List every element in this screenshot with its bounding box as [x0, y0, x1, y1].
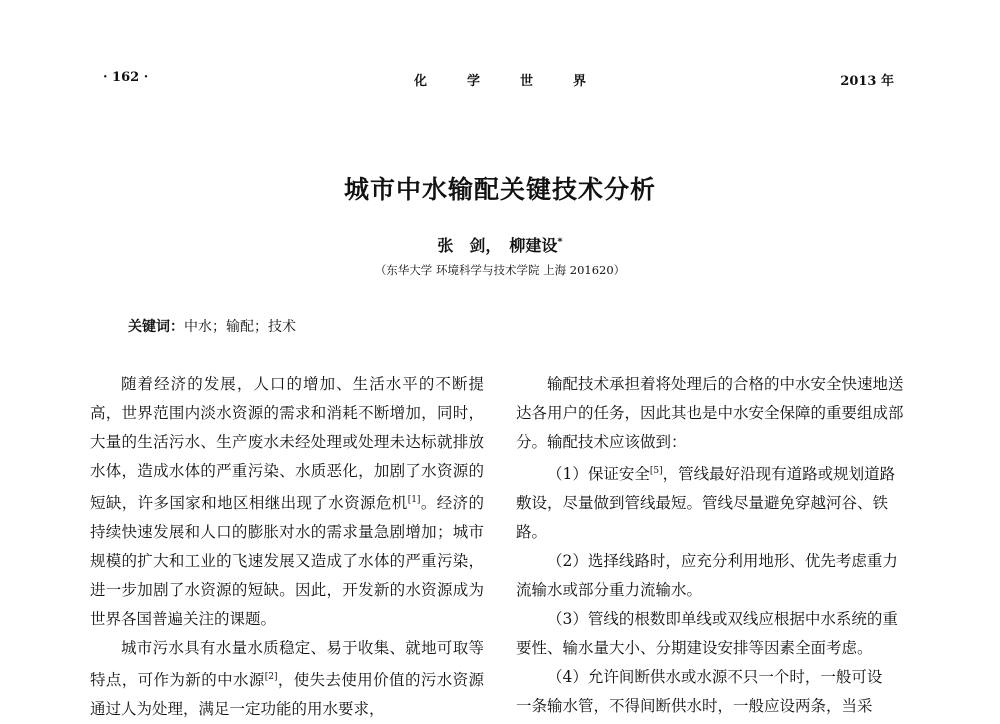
- keywords-list: 中水；输配；技术: [184, 319, 296, 335]
- list-item: （3）管线的根数即单线或双线应根据中水系统的重要性、输水量大小、分期建设安排等因素全面考虑。: [516, 610, 898, 658]
- journal-title-char: 界: [573, 74, 587, 89]
- citation: [5]: [649, 466, 663, 476]
- journal-title-char: 学: [466, 74, 480, 89]
- left-column: [90, 370, 484, 724]
- corresponding-mark: *: [557, 236, 563, 248]
- body-paragraph: 随着经济的发展，人口的增加、生活水平的不断提高，世界范围内淡水资源的需求和消耗不断增加，同时，大量的生活污水、生产废水未经处理或处理未达标就排放水体，造成水体的严重污染、水质恶化，加剧了水资源的短缺，许多国家和地区相继出现了水资源危机[1]。经济的持续快速发展和人口的膨胀对水的需求量急剧增加；城市规模的扩大和工业的飞速发展又造成了水体的严重污染，进一步加剧了水资源的短缺。因此，开发新的水资源成为世界各国普遍关注的课题。: [90, 375, 484, 629]
- author-names: 张 剑， 柳建设: [437, 236, 558, 255]
- citation: [2]: [264, 672, 278, 683]
- citation: [1]: [407, 495, 421, 505]
- list-item: （2）选择线路时，应充分利用地形、优先考虑重力流输水或部分重力流输水。: [516, 552, 898, 600]
- article-title: 城市中水输配关键技术分析: [343, 175, 656, 204]
- body-paragraph: 输配技术承担着将处理后的合格的中水安全快速地送达各用户的任务，因此其也是中水安全保障的重要组成部分。输配技术应该做到：: [516, 375, 904, 451]
- page-number: · 162 ·: [103, 70, 149, 85]
- list-item: （1）保证安全[5]，管线最好沿现有道路或规划道路敷设，尽量做到管线最短。管线尽量避免穿越河谷、铁路。: [516, 465, 896, 542]
- list-item: （4）允许间断供水或水源不只一个时，一般可设: [547, 668, 883, 687]
- list-item-continuation: 一条输水管，不得间断供水时，一般应设两条，当采: [516, 697, 873, 716]
- keywords-label: 关键词：: [128, 319, 184, 335]
- keywords: [128, 316, 296, 336]
- body-paragraph: 城市污水具有水量水质稳定、易于收集、就地可取等特点，可作为新的中水源[2]，使失去使用价值的污水资源通过人为处理，满足一定功能的用水要求，: [90, 639, 484, 719]
- affiliation: （东华大学 环境科学与技术学院 上海 201620）: [374, 263, 626, 277]
- journal-title-char: 世: [520, 74, 534, 89]
- right-column: [516, 370, 910, 721]
- authors: [0, 233, 1000, 256]
- journal-title-char: 化: [413, 74, 427, 89]
- journal-year: 2013 年: [840, 74, 894, 89]
